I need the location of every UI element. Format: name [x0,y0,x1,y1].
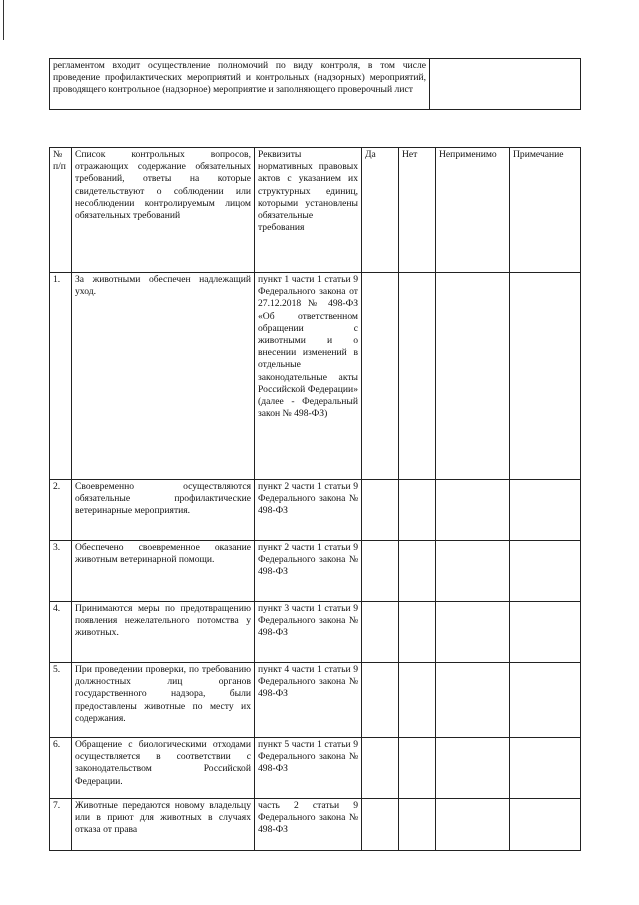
answer-yes-cell[interactable] [362,480,399,541]
table-row [50,738,581,799]
answer-no-cell[interactable] [399,541,436,602]
answer-na-cell[interactable] [436,541,510,602]
note-cell[interactable] [510,273,581,480]
row-question: За животными обеспечен надлежащий уход. [72,273,255,480]
row-num: 5. [50,663,72,738]
table-row [50,663,581,738]
answer-no-cell[interactable] [399,799,436,851]
answer-na-cell[interactable] [436,602,510,663]
row-question: Своевременно осуществляются обязательные профилактические ветеринарные мероприятия. [72,480,255,541]
row-num: 1. [50,273,72,480]
note-cell[interactable] [510,541,581,602]
row-reference: пункт 2 части 1 статьи 9 Федерального закона № 498-ФЗ [255,480,362,541]
answer-yes-cell[interactable] [362,273,399,480]
answer-yes-cell[interactable] [362,663,399,738]
note-cell[interactable] [510,602,581,663]
row-reference: пункт 1 части 1 статьи 9 Федерального закона от 27.12.2018 № 498-ФЗ «Об ответственном обращении с животными и о внесении изменений в отдельные законодательные акты Российской Федерации» (далее - Федеральный закон № 498-ФЗ) [255,273,362,480]
answer-na-cell[interactable] [436,273,510,480]
scan-edge-line [3,0,4,40]
answer-no-cell[interactable] [399,663,436,738]
note-cell[interactable] [510,799,581,851]
header-note: Примечание [510,148,581,273]
row-question: Обращение с биологическими отходами осуществляется в соответствии с законодательством Российской Федерации. [72,738,255,799]
note-cell[interactable] [510,663,581,738]
answer-no-cell[interactable] [399,273,436,480]
row-num: 7. [50,799,72,851]
row-reference: пункт 2 части 1 статьи 9 Федерального закона № 498-ФЗ [255,541,362,602]
row-num: 4. [50,602,72,663]
row-reference: пункт 3 части 1 статьи 9 Федерального закона № 498-ФЗ [255,602,362,663]
answer-yes-cell[interactable] [362,738,399,799]
row-question: Обеспечено своевременное оказание животным ветеринарной помощи. [72,541,255,602]
answer-na-cell[interactable] [436,480,510,541]
table-row [50,799,581,851]
table-row [50,602,581,663]
header-no: Нет [399,148,436,273]
row-question: Принимаются меры по предотвращению появления нежелательного потомства у животных. [72,602,255,663]
intro-text: регламентом входит осуществление полномочий по виду контроля, в том числе проведение профилактических мероприятий и контрольных (надзорных) мероприятий, проводящего контрольное (надзорное) мероприятие и заполняющего проверочный лист [50,59,430,110]
header-num: № п/п [50,148,72,273]
answer-yes-cell[interactable] [362,602,399,663]
row-num: 6. [50,738,72,799]
row-reference: пункт 4 части 1 статьи 9 Федерального закона № 498-ФЗ [255,663,362,738]
answer-na-cell[interactable] [436,799,510,851]
header-yes: Да [362,148,399,273]
table-row [50,273,581,480]
answer-yes-cell[interactable] [362,541,399,602]
table-row [50,541,581,602]
table-row [50,480,581,541]
answer-no-cell[interactable] [399,738,436,799]
row-num: 2. [50,480,72,541]
answer-na-cell[interactable] [436,663,510,738]
checklist-table [49,147,581,851]
row-question: При проведении проверки, по требованию должностных лиц органов государственного надзора, были предоставлены животные по месту их содержания. [72,663,255,738]
note-cell[interactable] [510,480,581,541]
intro-table [49,58,581,110]
header-question: Список контрольных вопросов, отражающих содержание обязательных требований, ответы на которые свидетельствуют о соблюдении или несоблюдении контролируемым лицом обязательных требований [72,148,255,273]
row-reference: часть 2 статьи 9 Федерального закона № 498-ФЗ [255,799,362,851]
row-reference: пункт 5 части 1 статьи 9 Федерального закона № 498-ФЗ [255,738,362,799]
row-question: Животные передаются новому владельцу или в приют для животных в случаях отказа от права [72,799,255,851]
answer-no-cell[interactable] [399,480,436,541]
answer-no-cell[interactable] [399,602,436,663]
header-reference: Реквизиты нормативных правовых актов с указанием их структурных единиц, которыми установлены обязательные требования [255,148,362,273]
answer-na-cell[interactable] [436,738,510,799]
row-num: 3. [50,541,72,602]
header-not-applicable: Неприменимо [436,148,510,273]
answer-yes-cell[interactable] [362,799,399,851]
note-cell[interactable] [510,738,581,799]
intro-empty-cell [430,59,581,110]
